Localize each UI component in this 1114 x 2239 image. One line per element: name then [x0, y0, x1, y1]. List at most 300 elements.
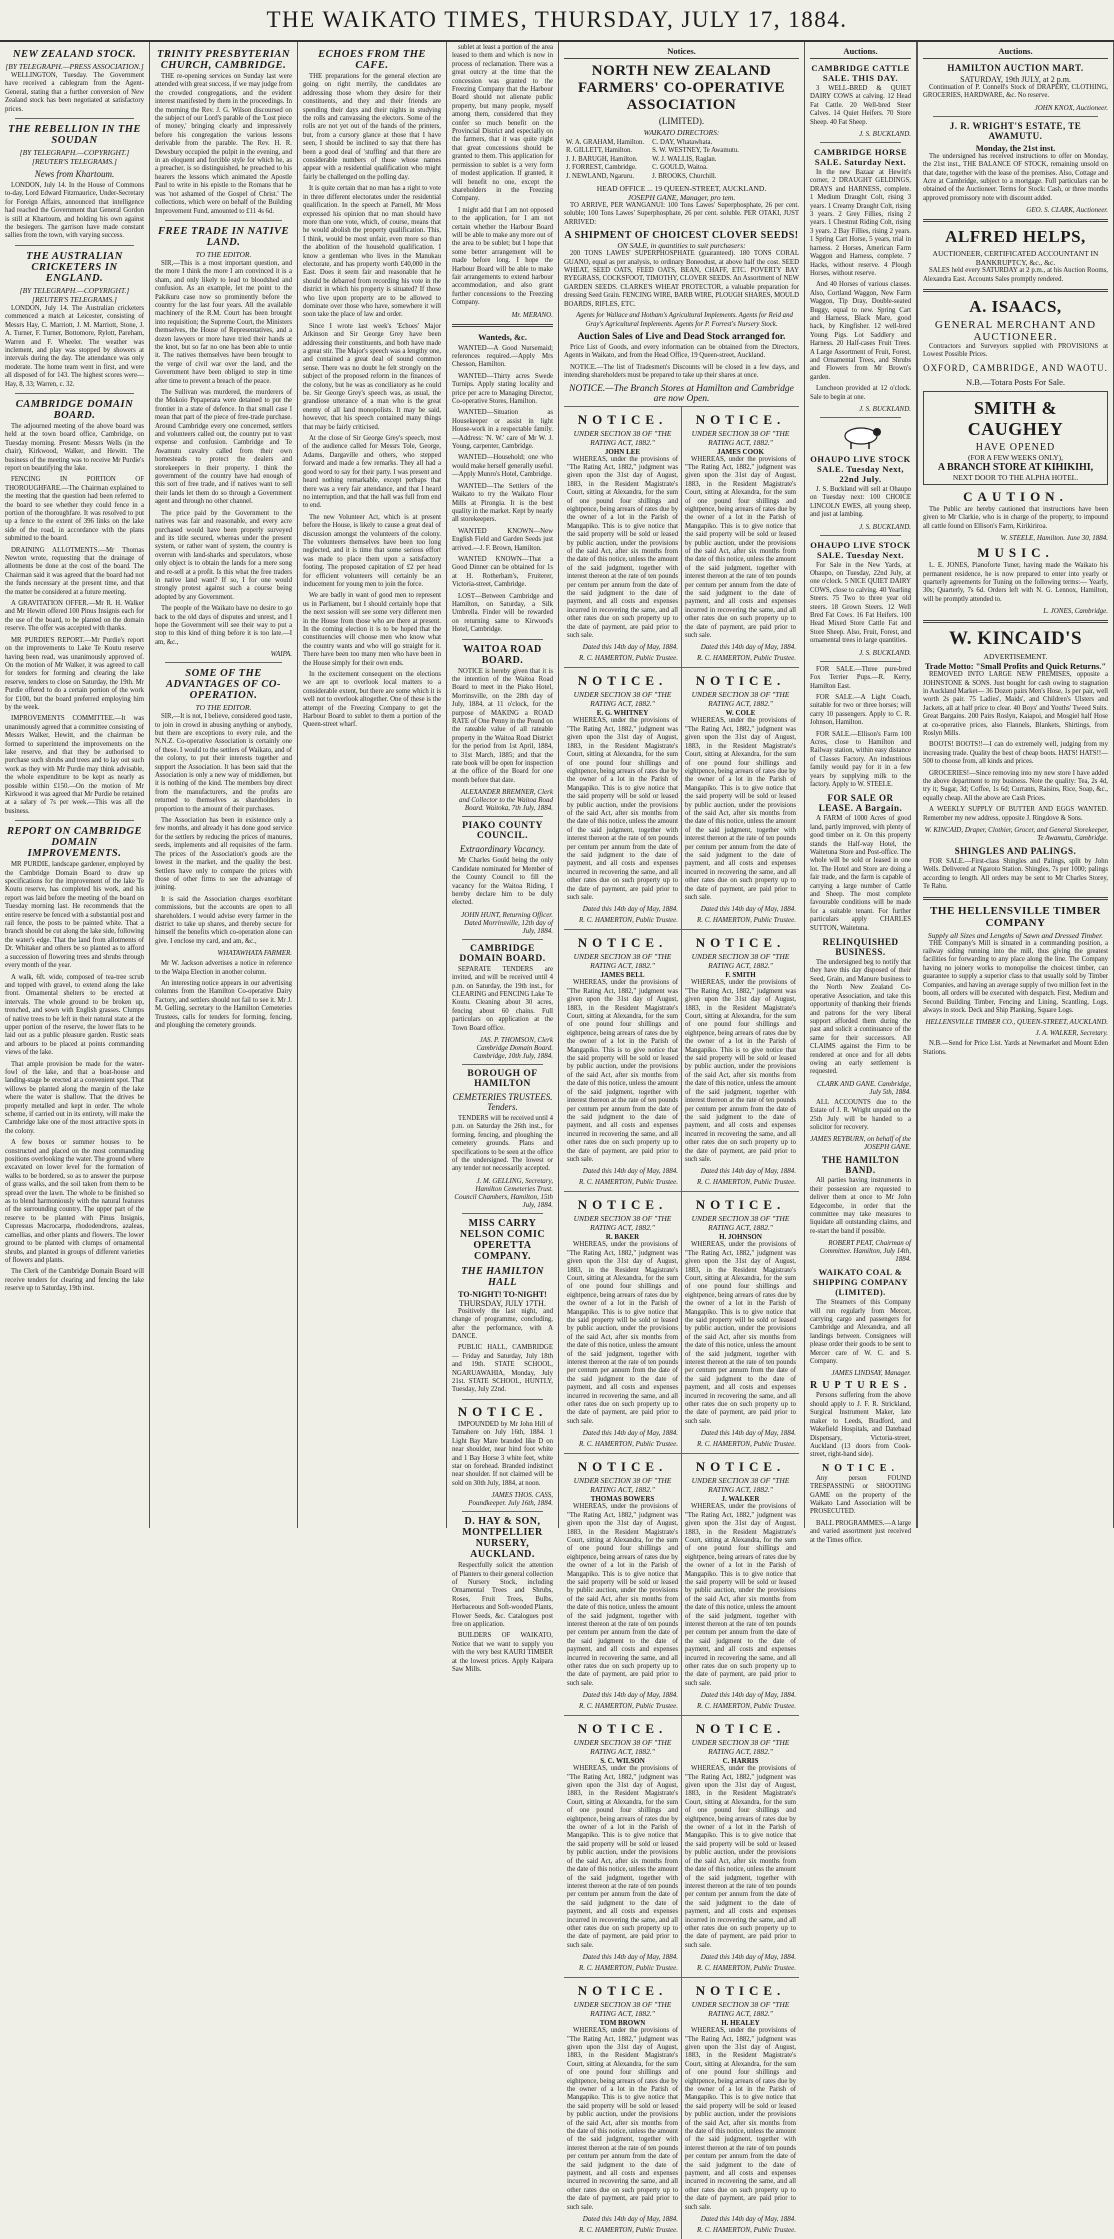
waitoa-board-title: WAITOA ROAD BOARD. [463, 643, 542, 666]
director-name: J. NEWLAND, Ngaruru. [566, 172, 635, 180]
director-name: W. A. GRAHAM, Hamilton. [566, 139, 645, 146]
notice-date: Dated this 14th day of May, 1884. [700, 643, 796, 652]
notice-heading: NOTICE. [695, 1983, 786, 1999]
local-note: An interesting notice appears in our advertising columns from the Hamilton Co-operative Dairy Factory, and settlers should not fail to see it. Mr J. M. Gelling, secretary to the Hamilton Cemeteries Trustees, calls for tenders for forming, fencing, and ploughing the cemetery grounds. [155, 979, 292, 1029]
borough-title: BOROUGH OF HAMILTON [467, 1068, 538, 1089]
band-title: THE HAMILTON BAND. [821, 1155, 900, 1176]
notice-date: Dated this 14th day of May, 1884. [582, 1429, 678, 1438]
trespass-title: NOTICE. [822, 1462, 899, 1474]
kincaid-text: GROCERIES!—Since removing into my new store I have added the above department to my business. Note the quality: Tea, 2s 4d, try it; Sugar, 3d; Coffee, 1s 6d; Currants, Raisins, Rice, Soap, &c., equally cheap. All the above are Cash Prices. [923, 769, 1108, 802]
divider [462, 639, 543, 640]
wright-estate-signature: GEO. S. CLARK, Auctioneer. [1026, 206, 1108, 215]
notice-section: UNDER SECTION 38 OF "THE RATING ACT, 1882." [691, 2000, 790, 2019]
music-text: L. E. JONES, Pianoforte Tuner, having made the Waikato his permanent residence, he is now prepared to enter into yearly or quarterly agreements for Tuning on the following terms:— Yearly, 30s; Quarterly, 7s 6d. Orders left with N. G. Lennox, Hamilton, will be promptly attended to. [923, 562, 1108, 603]
auction-sales: Auction Sales of Live and Dead Stock arranged for. [577, 331, 786, 342]
column-5 [559, 42, 805, 2235]
notice-section: UNDER SECTION 38 OF "THE RATING ACT, 1882." [573, 1738, 672, 1757]
echoes-text: We are badly in want of good men to represent us in Parliament, but I should certainly hope that the next session will see some very different men in the House from those who are there at present. In the coming election it is to be hoped that the constituencies will choose men who know what the country wants and who will go straight for it. There have been too many men who have been in the House simply for their own ends. [303, 592, 441, 667]
horse-sale-list: In the new Bazaar at Hewitt's corner, 2 DRAUGHT GELDINGS, DRAYS and HARNESS, complete. 1 Medium Draught Colt, rising 3 years. 1 Creamy Draught Colt, rising 3 years. 2 Grey Fillies, rising 2 years. 1 Chestnut Riding Colt, rising 3 years. 2 Bay Fillies, rising 2 years. 1 Spring Cart Horse, 5 years, trial in harness. 2 Horses, American Farm Waggon and Harness, complete. 7 Hacks, without reserve. 4 Plough Horses, without reserve. [810, 169, 911, 277]
kincaid-adv: ADVERTISEMENT. [983, 652, 1048, 662]
for-sale-ad: FOR SALE.—Ellison's Farm 100 Acres, close to Hamilton and Railway station, within easy distance of Classes Factory. An industrious family would pay for it in a few years by supplying milk to the factory. Apply to W. STEELE. [810, 730, 911, 788]
notice-section: UNDER SECTION 38 OF "THE RATING ACT, 1882." [691, 1738, 790, 1757]
divider [923, 289, 1108, 292]
cricketers-text: LONDON, July 14. The Australian cricketers commenced a match at Leicester, consisting of Messrs Hay, C. Marriott, J. M. Marriott, Stone, J. A. Turner, F. Turner, Bottomore, Rylott, Pareham, Warren and F. Wheeler. The weather was inclement, and play was stopped by showers at intervals during the day. The attendance was only moderate. The home team went in first, and were all disposed of for 143. The highest scores were—Hay, 8, 33; Warren, c. 32. [5, 304, 144, 388]
notice-signature: R. C. HAMERTON, Public Trustee. [696, 1178, 796, 1187]
director-name: J. J. BARUGH, Hamilton. [566, 155, 638, 163]
divider [820, 535, 901, 536]
coop-title: SOME OF THE ADVANTAGES OF CO-OPERATION. [166, 668, 281, 702]
head-office: HEAD OFFICE ... 19 QUEEN-STREET, AUCKLAND. [596, 184, 767, 194]
wanted-ad: WANTED—Situation as Housekeeper or assist in light House-work in a respectable family.—Address: 'N. W.' care of Mr W. J. Young, carpenter, Cambridge. [452, 409, 553, 451]
rating-notice [564, 668, 681, 929]
notice-heading: NOTICE. [577, 935, 668, 951]
director-name: J. FORREST, Cambridge. [566, 164, 637, 172]
association-limited: (LIMITED). [658, 116, 705, 126]
cattle-sale-list: 3 WELL-BRED & QUIET DAIRY COWS at calving. 12 Head Fat Cattle. 20 Well-bred Steer Calves. 14 Quiet Heifers. 70 Store Sheep. 40 Fat Sheep. [810, 85, 911, 126]
rating-notice [681, 1978, 799, 2239]
notice-date: Dated this 14th day of May, 1884. [582, 1167, 678, 1176]
divider [165, 220, 282, 221]
hellensville-sub: Supply all Sizes and Lengths of Sawn and Dressed Timber. [927, 930, 1104, 940]
divider [820, 661, 901, 662]
soudan-head: News from Khartoum. [34, 169, 115, 180]
notice-heading: NOTICE. [695, 1459, 786, 1475]
wanted-ad: WANTED—The Settlers of the Waikato to try the Waikato Flour Mills at Pirongia. It is the best quality in the market. Kept by nearly all storekeepers. [452, 482, 553, 524]
rating-notice [681, 407, 799, 668]
column-7 [917, 42, 1114, 1528]
free-trade-signature: WAIPA. [270, 650, 292, 659]
notice-owner: TOM BROWN [599, 2019, 646, 2028]
lease-title: FOR SALE OR LEASE. A Bargain. [818, 793, 903, 814]
divider [15, 245, 134, 246]
horse-sale-signature: J. S. BUCKLAND. [859, 405, 911, 413]
relinquished-text: The undersigned beg to notify that they have this day disposed of their Seed, Grain, and Manure business to the North New Zealand Co-operative Association, and take this opportunity of thanking their friends and patrons for the very liberal support afforded them during the past and solicit a continuance of the same for their successors. All CLAIMS against the Firm to be rendered at once and for all debts owing an early settlement is requested. [810, 959, 911, 1076]
notice-heading: NOTICE. [577, 1983, 668, 1999]
kincaid-text: A WEEKLY SUPPLY OF BUTTER AND EGGS WANTED. Remember my new address, opposite J. Ringdove & Sons. [923, 806, 1108, 822]
to-editor: TO THE EDITOR. [195, 703, 252, 713]
wanted-ad: WANTED KNOWN—New English Field and Garden Seeds just arrived.—J. F. Brown, Hamilton. [452, 527, 553, 552]
notice-owner: F. SMITH [725, 971, 756, 980]
report-text: A few boxes or summer houses to be constructed and placed on the most commanding positions overlooking the water. The ground where excavated on lower level for the formation of walks to be bordered, so as to answer the purpose of grass walks, and the soil taken from them to be spread over the lawn. The whole to be finished so as to blend harmoniously with the natural features of the surrounding country. The upper part of the reserve to be planted with Pinus Insignis, Cupressus Macrocarpa, rhododendrons, azaleas, camellias, and other plants and flowers. The lower ground to be planted with clumps of ornamental shrubs, and planted in groups of different varieties of flowers and plants. [5, 1139, 144, 1264]
notice-date: Dated this 14th day of May, 1884. [700, 1167, 796, 1176]
nz-stock-title: NEW ZEALAND STOCK. [12, 49, 137, 60]
coal-signature: JAMES LINDSAY, Manager. [831, 1369, 911, 1378]
caution-text: The Public are hereby cautioned that instructions have been given to Mr Clarkie, who is in charge of the property, to impound all cattle found on Ellison's Farm, Kirikiriroa. [923, 505, 1108, 530]
impound-signature: JAMES THOS. CASS, Poundkeeper. July 16th, 1884. [468, 1491, 553, 1508]
director-name: R. GILLETT, Hamilton. [566, 147, 633, 155]
coop-text: The Association has been in existence only a few months, and already it has done good service for the settlers by reducing the prices of manures, seeds, implements and all requisites of the farm. The prices of the Association's goods are the lowest in the market, and the quality the best. Settlers have only to compare the prices with those of other firms to see the advantage of joining. [155, 817, 292, 892]
free-trade-title: FREE TRADE IN NATIVE LAND. [157, 225, 290, 248]
divider [462, 1399, 543, 1400]
notice-body: WHEREAS, under the provisions of "The Rating Act, 1882," judgment was given upon the 31st day of August, 1883, in the Resident Magistrate's Court, sitting at Alexandra, for the sum of one pound four shillings and eightpence, being arrears of rates due by the owner of a lot in the Parish of Mangapiko. This is to give notice that the said property will be sold or leased by public auction, under the provisions of the said Act, after six months from the date of this notice, unless the amount of the said judgment, together with interest thereon at the rate of ten pounds per centum per annum from the date of the said judgment to the date of payment, and all costs and expenses incurred in recovering the same, and all other rates due on such property up to the date of payment, are paid prior to such sale. [567, 717, 678, 901]
builders-text: BUILDERS OF WAIKATO, Notice that we want to supply you with the very best KAURI TIMBER at the lowest prices. Apply Kaipara Saw Mills. [452, 1632, 553, 1673]
divider [462, 1511, 543, 1512]
notice-owner: W. COLE [725, 709, 756, 718]
hellensville-signature: HELLENSVILLE TIMBER CO., QUEEN-STREET, AUCKLAND. [925, 1018, 1108, 1027]
opera-title: MISS CARRY NELSON COMIC OPERETTA COMPANY. [459, 1217, 546, 1262]
wright-estate-title: J. R. WRIGHT'S ESTATE, TE AWAMUTU. [949, 120, 1082, 141]
notice-signature: R. C. HAMERTON, Public Trustee. [696, 1702, 796, 1711]
notice-owner: E. G. WHITNEY [596, 709, 649, 718]
domain-board-text: FENCING IN PORTION OF THOROUGHFARE.—The Chairman explained to the meeting that the question had been referred to the board to see whether they could fence in a portion of the thoroughfare. It was resolved to put up a fence to the extent of 396 links on the lake side of the road, in accordance with the plans submitted to the board. [5, 476, 144, 543]
notice-section: UNDER SECTION 38 OF "THE RATING ACT, 1882." [691, 690, 790, 709]
horse-sale-lunch: Luncheon provided at 12 o'clock. Sale to begin at one. [810, 385, 911, 401]
opera-night: TO-NIGHT! TO-NIGHT! [458, 1289, 547, 1299]
free-trade-text: SIR,—This is a most important question, and the more I think the more I am convinced it is a sham, and only likely to lead to bloodshed and confusion. As an example, let me point to the Pakikuru case now so prominently before the country for the last four years. All the available machinery of the R.M. Court has been brought into requisition; the Supreme Court, the Ministers themselves, the House of Representatives, and a dozen lawyers or more have tried their hands at the knot, but so far no one has been able to untie it. The natives themselves have been brought to the verge of civil war over the land, and the Government have been obliged to step in time after time to prevent a breach of the peace. [155, 259, 292, 385]
wanted-ad: WANTED—Household; one who would make herself generally useful.—Apply Munro's Hotel, Cambridge. [452, 454, 553, 479]
notice-owner: S. C. WILSON [600, 1757, 645, 1766]
soudan-text: LONDON, July 14. In the House of Commons to-day, Lord Edward Fitzmaurice, Under-Secretary for Foreign Affairs, announced that intelligence had reached the Government that General Gordon is still at Khartoum, and holding his own against the besiegers. The garrison have made constant sallies from the town, with varying success. [5, 182, 144, 240]
trespass-text: Any person FOUND TRESPASSING or SHOOTING GAME on the property of the Waikato Land Association will be PROSECUTED. [810, 1474, 911, 1516]
hellensville-title: THE HELLENSVILLE TIMBER COMPANY [930, 904, 1101, 929]
agents-list: Agents for Wallace and Hotham's Agricultural Implements. Agents for Reid and Gray's Agricultural Implements. Agents for P. Forrest's Nursery Stock. [576, 312, 793, 328]
hellensville-text: THE Company's Mill is situated in a commanding position, a railway siding running into the mill, thus giving the greatest facilities for forwarding to any place along the line. The Company having no joinery works to monopolise the choicest timber, can guarantee to supply a superior class to that usually sold by Timber Companies, and having an average supply of two million feet in the boom, all orders will be executed with despatch. First, Medium and Second Building Timber, Fencing and Lining, Scantling, Logs, always in stock. Deck and Ship Planking, Square Logs. [923, 939, 1108, 1014]
auctions-header: Auctions. [810, 44, 911, 59]
notice-signature: R. C. HAMERTON, Public Trustee. [578, 1440, 678, 1449]
piako-text: Mr Charles Gould being the only Candidate nominated for Member of the County Council to fill the vacancy for the Waitoa Riding, I hereby declare him to be duly elected. [452, 857, 553, 907]
smith-caughey-next: NEXT DOOR TO THE ALPHA HOTEL. [952, 472, 1079, 482]
echoes-title: ECHOES FROM THE CAFE. [318, 49, 426, 71]
notice-body: WHEREAS, under the provisions of "The Rating Act, 1882," judgment was given upon the 31st day of August, 1883, in the Resident Magistrate's Court, sitting at Alexandra, for the sum of one pound four shillings and eightpence, being arrears of rates due by the owner of a lot in the Parish of Mangapiko. This is to give notice that the said property will be sold or leased by public auction, under the provisions of the said Act, after six months from the date of this notice, unless the amount of the said judgment, together with interest thereon at the rate of ten pounds per centum per annum from the date of the said judgment to the date of payment, and all costs and expenses incurred in recovering the same, and all other rates due on such property up to the date of payment, are paid prior to such sale. [567, 455, 678, 640]
waitoa-board-signature: ALEXANDER BREMNER, Clerk and Collector to the Waitoa Road Board. Waitoka, 7th July, 1884. [458, 788, 553, 813]
directors-right [650, 139, 739, 181]
wright-estate-date: Monday, the 21st inst. [975, 142, 1056, 153]
notice-signature: R. C. HAMERTON, Public Trustee. [578, 1964, 678, 1973]
lost-ad: LOST—Between Cambridge and Hamilton, on Saturday, a Silk Umbrella. Finder will be rewarded on returning same to Kirwood's Hotel, Cambridge. [452, 592, 553, 634]
coal-title: WAIKATO COAL & SHIPPING COMPANY (LIMITED). [813, 1267, 908, 1298]
ohaupo-sale2-text: For Sale in the New Yards, at Ohaupo, on Tuesday, 22nd July, at one o'clock. 5 NICE QUIET DAIRY COWS, close to calving. 40 Yearling Steers. 75 Two to three year old steers. 18 Grown Steers. 12 Well Bred Fat Cows. 16 Fat Heifers. 100 Head Mixed Store Cattle Fat and Store Sheep. Also, Fruit, Forest, and ornamental trees in large quantities. [810, 561, 911, 645]
estate-notice: ALL ACCOUNTS due to the Estate of J. R. Wright unpaid on the 25th July will be handed to a solicitor for recovery. [810, 1098, 911, 1131]
notice-heading: NOTICE. [695, 673, 786, 689]
caution-signature: W. STEELE, Hamilton. June 30, 1884. [1000, 534, 1108, 543]
for-sale-ad: FOR SALE.—A Light Coach, suitable for two or three horses; will carry 10 passengers. Apply to C. R. Johnson, Hamilton. [810, 693, 911, 727]
directors-left [564, 139, 644, 181]
impound-text: IMPOUNDED by Mr John Hill of Tamahere on July 16th, 1884. 1 Light Bay Mare branded like D on near shoulder, near hind foot white and 1 Bay Horse 3 white feet, white star on forehead. Branded indistinct near shoulder. If not claimed will be sold on 30th July, 1884, at noon. [452, 1420, 553, 1487]
notice-signature: R. C. HAMERTON, Public Trustee. [696, 916, 796, 925]
wanted-ad: WANTED KNOWN—That a Good Dinner can be obtained for 1s at H. Rotherham's, Fruiterer, Victoria-street, Cambridge. [452, 555, 553, 589]
helps-subtitle: AUCTIONEER, CERTIFICATED ACCOUNTANT IN BANKRUPTCY, &c., &c. [932, 249, 1099, 268]
shingles-text: FOR SALE.—First-class Shingles and Palings, split by John Wells. Delivered at Ngaroto Station. Shingles, 7s per 1000; palings according to length. All orders may be sent to Mr Charles Storey, Te Rahu. [923, 858, 1108, 891]
waitoa-board-text: NOTICE is hereby given that it is the intention of the Waitoa Road Board to meet in the Piako Hotel, Morrinsville, on the 28th day of July, 1884, at 11 o'clock, for the purpose of MAKING a ROAD RATE of One Penny in the Pound on the rateable value of all rateable property in the Waitoa Road District for the period from 1st April, 1884, to 31st March, 1885; and that the rate book will be open for inspection at the office of the Board for one month before that date. [452, 667, 553, 784]
local-note: Mr W. Jackson advertises a notice in reference to the Waipa Election in another column. [155, 960, 292, 976]
directors-list [564, 139, 799, 181]
notice-date: Dated this 14th day of May, 1884. [582, 905, 678, 914]
rating-notice [564, 1716, 681, 1977]
wanted-ad: WANTED—Thirty acres Swede Turnips. Apply stating locality and price per acre to Managing Director, Co-operative Stores, Hamilton. [452, 372, 553, 406]
opera-text: Positively the last night, and change of programme, concluding, after the performance, with A DANCE. [452, 1307, 553, 1341]
notice-heading: NOTICE. [577, 1459, 668, 1475]
notice-body: WHEREAS, under the provisions of "The Rating Act, 1882," judgment was given upon the 31st day of August, 1883, in the Resident Magistrate's Court, sitting at Alexandra, for the sum of one pound four shillings and eightpence, being arrears of rates due by the owner of a lot in the Parish of Mangapiko. This is to give notice that the said property will be sold or leased by public auction, under the provisions of the said Act, after six months from the date of this notice, unless the amount of the said judgment, together with interest thereon at the rate of ten pounds per centum per annum from the date of the said judgment to the date of payment, and all costs and expenses incurred in recovering the same, and all other rates due on such property up to the date of payment, are paid prior to such sale. [685, 717, 796, 901]
rating-notice [564, 407, 681, 668]
coal-text: The Steamers of this Company will run regularly from Mercer, carrying cargo and passengers for Cambridge and Alexandra, and all landings between. Consignees will please order their goods to be sent to Mercer care of W. C. and S. Company. [810, 1299, 911, 1366]
clover-shipment: A SHIPMENT OF CHOICEST CLOVER SEEDS! [564, 230, 799, 242]
notice-signature: R. C. HAMERTON, Public Trustee. [578, 1702, 678, 1711]
helps-title: ALFRED HELPS, [945, 227, 1086, 247]
divider [462, 1064, 543, 1065]
divider [933, 116, 1098, 117]
director-name: J. BROOKS, Churchill. [652, 172, 717, 180]
domain-board-title: CAMBRIDGE DOMAIN BOARD. [15, 398, 134, 421]
rating-notice [564, 930, 681, 1191]
isaacs-places: OXFORD, CAMBRIDGE, AND WAOTU. [923, 362, 1108, 373]
notice-date: Dated this 14th day of May, 1884. [700, 2215, 796, 2224]
opera-text: PUBLIC HALL, CAMBRIDGE — Friday and Saturday, July 18th and 19th. STATE SCHOOL, NGARUAWAHIA, Monday, July 21st. STATE SCHOOL, HUNTLY, Tuesday, July 22nd. [452, 1344, 553, 1394]
notice-body: WHEREAS, under the provisions of "The Rating Act, 1882," judgment was given upon the 31st day of August, 1883, in the Resident Magistrate's Court, sitting at Alexandra, for the sum of one pound four shillings and eightpence, being arrears of rates due by the owner of a lot in the Parish of Mangapiko. This is to give notice that the said property will be sold or leased by public auction, under the provisions of the said Act, after six months from the date of this notice, unless the amount of the said judgment, together with interest thereon at the rate of ten pounds per centum per annum from the date of the said judgment to the date of payment, and all costs and expenses incurred in recovering the same, and all other rates due on such property up to the date of payment, are paid prior to such sale. [685, 1503, 796, 1687]
notice-body: WHEREAS, under the provisions of "The Rating Act, 1882," judgment was given upon the 31st day of August, 1883, in the Resident Magistrate's Court, sitting at Alexandra, for the sum of one pound four shillings and eightpence, being arrears of rates due by the owner of a lot in the Parish of Mangapiko. This is to give notice that the said property will be sold or leased by public auction, under the provisions of the said Act, after six months from the date of this notice, unless the amount of the said judgment, together with interest thereon at the rate of ten pounds per centum per annum from the date of the said judgment to the date of payment, and all costs and expenses incurred in recovering the same, and all other rates due on such property up to the date of payment, are paid prior to such sale. [567, 1765, 678, 1949]
notice-date: Dated this 14th day of May, 1884. [582, 1953, 678, 1962]
opera-date: THURSDAY, JULY 17TH. [459, 1298, 546, 1308]
column-2 [150, 42, 298, 1528]
divider [15, 820, 134, 821]
echoes-text: In the excitement consequent on the elections we are apt to overlook local matters to a considerable extent, but there are some which it is well not to overlook altogether. One of these is the attempt of the Freezing Company to get the Harbour Board to sublet to them a portion of the Queen-street wharf. [303, 671, 441, 729]
director-name: C. DAY, Whatawhata. [652, 139, 713, 146]
notice-signature: R. C. HAMERTON, Public Trustee. [696, 1440, 796, 1449]
music-title: MUSIC. [977, 545, 1054, 561]
notice-body: WHEREAS, under the provisions of "The Rating Act, 1882," judgment was given upon the 31st day of August, 1883, in the Resident Magistrate's Court, sitting at Alexandra, for the sum of one pound four shillings and eightpence, being arrears of rates due by the owner of a lot in the Parish of Mangapiko. This is to give notice that the said property will be sold or leased by public auction, under the provisions of the said Act, after six months from the date of this notice, unless the amount of the said judgment, together with interest thereon at the rate of ten pounds per centum per annum from the date of the said judgment to the date of payment, and all costs and expenses incurred in recovering the same, and all other rates due on such property up to the date of payment, are paid prior to such sale. [567, 979, 678, 1163]
rating-notice [681, 668, 799, 929]
association-title: NORTH NEW ZEALAND FARMERS' CO-OPERATIVE ASSOCIATION [577, 63, 786, 113]
report-title: REPORT ON CAMBRIDGE DOMAIN IMPROVEMENTS. [7, 826, 142, 860]
divider [820, 417, 901, 418]
ohaupo-sale2-title: OHAUPO LIVE STOCK SALE. Tuesday Next. [810, 539, 911, 560]
kincaid-text: REMOVED INTO LARGE NEW PREMISES, opposite a JOHNSTONE & SONS. Just bought for cash owing to stagnation in Auckland Market— 36 Dozen pairs Men's Hose, 1s per pair, well worth 2s pair. 75 Ladies', Maids', and Children's Ulsters and Jackets, all at half price to clear. 40 Boys' and Youths' Tweed Suits. Great Bargains. 200 Pairs Roslyn, Kaiapoi, and Mosgiel half Hose at co-operative prices, also Flannels, Blankets, Shirtings, from Roslyn Mills. [923, 671, 1108, 737]
free-trade-text: The Sullivan was murdered, the murderers of the Mokoio Pepaperara were detained to put the frontier in a state of defence. In that small case I mean that part of the piece of free-trade purchase. Around Cambridge every one concerned, settlers and volunteers called out, the country put to vast expense and confusion. Cambridge and Te Awamutu cavalry called from their own homesteads to protect the dealers and storekeepers in their property. I think the government of the country have had enough of this sort of free trade, and if natives want to sell their lands let them do so through a Government agent and through no other channel. [155, 389, 292, 506]
notice-date: Dated this 14th day of May, 1884. [582, 2215, 678, 2224]
notice-date: Dated this 14th day of May, 1884. [700, 905, 796, 914]
kincaid-motto: Trade Motto: "Small Profits and Quick Returns." [924, 661, 1107, 672]
ohaupo-sale-signature: J. S. BUCKLAND. [859, 522, 911, 531]
church-title: TRINITY PRESBYTERIAN CHURCH, CAMBRIDGE. [156, 49, 290, 71]
cricketers-title: THE AUSTRALIAN CRICKETERS IN ENGLAND. [26, 250, 123, 284]
notice-owner: JAMES BELL [600, 971, 645, 980]
notice-signature: R. C. HAMERTON, Public Trustee. [696, 1964, 796, 1973]
band-signature: ROBERT PEAT, Chairman of Committee. Hamilton, July 14th, 1884. [819, 1239, 911, 1264]
column-1 [0, 42, 150, 1528]
coop-text: It is said the Association charges exorbitant commissions, but the accounts are open to all shareholders. I would advise every farmer in the district to take up shares, and thereby secure for himself the benefits which co-operation alone can give. I enclose my card, and am, &c., [155, 895, 292, 945]
report-footnote: The Clerk of the Cambridge Domain Board will receive tenders for clearing and fencing the lake reserve up to Saturday, 19th inst. [5, 1268, 144, 1293]
kincaid-text: BOOTS! BOOTS!!—I can do extremely well, judging from my increasing trade. Quality the best of cheap boots. HATS! HATS!!—500 to choose from, all kinds and prices. [923, 741, 1108, 766]
rating-notice-row [564, 667, 799, 929]
notice-heading: NOTICE. [577, 1721, 668, 1737]
nursery-text: Respectfully solicit the attention of Planters to their general collection of Nursery Stock, including Ornamental Trees and Shrubs, Roses, Fruit Trees, Bulbs, Herbaceous and Soft-wooded Plants, Flower Seeds, &c. Catalogues post free on application. [452, 1562, 553, 1628]
notice-signature: R. C. HAMERTON, Public Trustee. [578, 2226, 678, 2235]
cdb-text: SEPARATE TENDERS are invited, and will be received until 4 p.m. on Saturday, the 19th inst., for CLEARING and FENCING Lake Te Koutu. Cleaning about 30 acres, fencing about 60 chains. Full particulars on application at the Town Board office. [452, 965, 553, 1032]
notice-heading: NOTICE. [577, 411, 668, 427]
notice-body: WHEREAS, under the provisions of "The Rating Act, 1882," judgment was given upon the 31st day of August, 1883, in the Resident Magistrate's Court, sitting at Alexandra, for the sum of one pound four shillings and eightpence, being arrears of rates due by the owner of a lot in the Parish of Mangapiko. This is to give notice that the said property will be sold or leased by public auction, under the provisions of the said Act, after six months from the date of this notice, unless the amount of the said judgment, together with interest thereon at the rate of ten pounds per centum per annum from the date of the said judgment to the date of payment, and all costs and expenses incurred in recovering the same, and all other rates due on such property up to the date of payment, are paid prior to such sale. [685, 1765, 796, 1949]
column-4 [447, 42, 559, 1673]
hamilton-mart-signature: JOHN KNOX, Auctioneer. [1034, 103, 1108, 112]
notice-section: UNDER SECTION 38 OF "THE RATING ACT, 1882." [691, 952, 790, 971]
notice-date: Dated this 14th day of May, 1884. [700, 1691, 796, 1700]
music-signature: L. JONES, Cambridge. [1043, 607, 1108, 616]
horse-sale-title: CAMBRIDGE HORSE SALE. Saturday Next. [813, 147, 908, 168]
isaacs-nb: N.B.—Totara Posts For Sale. [965, 376, 1066, 387]
notice-signature: R. C. HAMERTON, Public Trustee. [696, 654, 796, 663]
notice-section: UNDER SECTION 38 OF "THE RATING ACT, 1882." [691, 1214, 790, 1233]
domain-board-text: DRAINING ALLOTMENTS.—Mr Thomas Newton wrote, requesting that the drainage of allotments be done at the cost of the board. The Chairman said it was agreed that the board had not the funds necessary at the present time, and that the matter be considered at a future meeting. [5, 546, 144, 596]
cattle-sale-signature: J. S. BUCKLAND. [859, 130, 911, 139]
free-trade-text: The price paid by the Government to the natives was fair and reasonable, and every acre purchased would have been properly surveyed and its title secured, whereas under the present system, or rather want of system, the country is overrun with land-sharks and speculators, whose only object is to obtain the lands for a mere song and re-sell at a profit. Is this what the free traders in native land want? If so, I for one would strongly protest against such a course being adopted by any Government. [155, 509, 292, 601]
report-text: That ample provision be made for the water-fowl of the lake, and that a boat-house and landing-stage be erected at a convenient spot. That willows be planted along the margin of the lake where the water is shallow. That the drives be properly metalled and kept in order. The whole scheme, if carried out in its entirety, will make the Cambridge lake one of the most attractive spots in the colony. [5, 1060, 144, 1135]
rating-notice [564, 1192, 681, 1453]
cattle-sale-title: CAMBRIDGE CATTLE SALE. THIS DAY. [811, 63, 910, 83]
helps-text: SALES held every SATURDAY at 2 p.m., at his Auction Rooms, Alexandra East. Accounts Sales promptly rendered. [923, 267, 1108, 283]
rating-notice-row [564, 406, 799, 668]
notice-owner: THOMAS BOWERS [590, 1495, 655, 1504]
notice-body: WHEREAS, under the provisions of "The Rating Act, 1882," judgment was given upon the 31st day of August, 1883, in the Resident Magistrate's Court, sitting at Alexandra, for the sum of one pound four shillings and eightpence, being arrears of rates due by the owner of a lot in the Parish of Mangapiko. This is to give notice that the said property will be sold or leased by public auction, under the provisions of the said Act, after six months from the date of this notice, unless the amount of the said judgment, together with interest thereon at the rate of ten pounds per centum per annum from the date of the said judgment to the date of payment, and all costs and expenses incurred in recovering the same, and all other rates due on such property up to the date of payment, are paid prior to such sale. [567, 1503, 678, 1687]
rating-notice-row [564, 929, 799, 1191]
notice-heading: NOTICE. [695, 411, 786, 427]
nz-stock-byline: [BY TELEGRAPH.—PRESS ASSOCIATION.] [5, 62, 144, 71]
piako-signature: JOHN HUNT, Returning Officer. Dated Morrinsville, 12th day of July, 1884. [461, 910, 553, 935]
notice-heading: NOTICE. [695, 935, 786, 951]
goods-list: 200 TONS LAWES' SUPERPHOSPHATE (guaranteed). 180 TONS CORAL GUANO, equal as per analysis, to ordinary Boneodust, at above half the cost. SEED WHEAT, SEED OATS, FEED OATS, BEAN, CHAFF, ETC. POVERTY BAY RYEGRASS, COCKSFOOT, TIMOTHY, CLOVER SEEDS. An Assortment of NEW GARDEN SEEDS. CLARKE'S WHEAT PROTECTOR, a valuable preparation for dressing Seed Grain. FENCING WIRE, BARB WIRE, PLOUGH SHARES, MOULD BOARDS, RIFLES, ETC. [564, 250, 799, 308]
notice-owner: JAMES COOK [717, 447, 764, 456]
smith-caughey-sub: HAVE OPENED [975, 441, 1056, 453]
notice-owner: H. JOHNSON [719, 1233, 762, 1242]
coop-text: SIR,—It is not, I believe, considered good taste, to join in crowd in abusing anything or anybody, but there are exceptions to every rule, and the N.N.Z. Co-operative Association is certainly one of these. I would to the settlers of Waikato, and of the colony, to put their interests together and support the Association. It has been said that the Association is only a new way of middlemen, but it is nothing of the kind. The members buy direct from the manufacturers, and the profits are returned to themselves as shareholders in proportion to the amount of their purchases. [155, 713, 292, 813]
notice-section: UNDER SECTION 38 OF "THE RATING ACT, 1882." [573, 690, 672, 709]
estate-signature: JAMES REYBURN, on behalf of the JOSEPH GANE. [810, 1135, 911, 1152]
divider [15, 118, 134, 119]
domain-board-text: IMPROVEMENTS COMMITTEE.—It was unanimously agreed that a committee consisting of Messrs Walker, Hewitt, and the chairman be formed to superintend the improvements on the lake reserve, and that they be authorised to purchase such shrubs and trees and to lay out such work as they with Mr Purdie may think advisable, the whole expenditure to be kept as nearly as possible within £150.—On the motion of Mr Kirkwood it was agreed that Mr Purdie be retained at a salary of 7s per week.—This was all the business. [5, 715, 144, 815]
notice-owner: JOHN LEE [604, 447, 641, 456]
notice-section: UNDER SECTION 38 OF "THE RATING ACT, 1882." [573, 428, 672, 447]
ohaupo-sale-text: J. S. Buckland will sell at Ohaupo on Tuesday next: 100 CHOICE LINCOLN EWES, all young sheep, and just at lambing. [810, 486, 911, 519]
notice-body: WHEREAS, under the provisions of "The Rating Act, 1882," judgment was given upon the 31st day of August, 1883, in the Resident Magistrate's Court, sitting at Alexandra, for the sum of one pound four shillings and eightpence, being arrears of rates due by the owner of a lot in the Parish of Mangapiko. This is to give notice that the said property will be sold or leased by public auction, under the provisions of the said Act, after six months from the date of this notice, unless the amount of the said judgment, together with interest thereon at the rate of ten pounds per centum per annum from the date of the said judgment to the date of payment, and all costs and expenses incurred in recovering the same, and all other rates due on such property up to the date of payment, are paid prior to such sale. [685, 979, 796, 1163]
notice-owner: C. HARRIS [722, 1757, 759, 1766]
report-text: A walk, 6ft. wide, composed of tea-tree scrub and topped with gravel, to extend along the lake front. Ornamental shelters to be erected at intervals. The whole ground to be broken up, trenched, and sown with English grasses. Clumps of native trees to be left in their natural state at the upper portion of the reserve, the lower flats to be laid out as a public pleasure garden. Rustic seats and arbours to be placed at points commanding views of the lake. [5, 973, 144, 1057]
smith-caughey-branch: A BRANCH STORE AT KIHIKIHI, [937, 461, 1094, 473]
notice-body: WHEREAS, under the provisions of "The Rating Act, 1882," judgment was given upon the 31st day of August, 1883, in the Resident Magistrate's Court, sitting at Alexandra, for the sum of one pound four shillings and eightpence, being arrears of rates due by the owner of a lot in the Parish of Mangapiko. This is to give notice that the said property will be sold or leased by public auction, under the provisions of the said Act, after six months from the date of this notice, unless the amount of the said judgment, together with interest thereon at the rate of ten pounds per centum per annum from the date of the said judgment to the date of payment, and all costs and expenses incurred in recovering the same, and all other rates due on such property up to the date of payment, are paid prior to such sale. [685, 455, 796, 640]
borough-subtitle: CEMETERIES TRUSTEES. Tenders. [452, 1091, 553, 1112]
church-text: THE re-opening services on Sunday last were attended with great success, if we may judge from the crowded congregations, and the evident interest manifested by them in the proceedings. In the morning the Rev. J. G. Wilson discoursed on the subject of our Lord's parable of the 'Lost piece of money,' bringing clearly and impressively before his congregation the various lessons derivable from the parable. The Rev. H. R. Dewsbury occupied the pulpit in the evening, and in an eloquent and forcible style for which he, as a preacher, is so distinguished, he preached to his hearers the lessons which animated the Apostle Paul to write in his epistle to the Romans that he was 'not ashamed of the Gospel of Christ.' The collections, which were on behalf of the Building Improvement Fund, amounted to £11 4s 6d. [155, 73, 292, 215]
notice-body: WHEREAS, under the provisions of "The Rating Act, 1882," judgment was given upon the 31st day of August, 1883, in the Resident Magistrate's Court, sitting at Alexandra, for the sum of one pound four shillings and eightpence, being arrears of rates due by the owner of a lot in the Parish of Mangapiko. This is to give notice that the said property will be sold or leased by public auction, under the provisions of the said Act, after six months from the date of this notice, unless the amount of the said judgment, together with interest thereon at the rate of ten pounds per centum per annum from the date of the said judgment to the date of payment, and all costs and expenses incurred in recovering the same, and all other rates due on such property up to the date of payment, are paid prior to such sale. [685, 2027, 796, 2211]
relinquished-signature: CLARK AND GANE. Cambridge, July 5th, 1884. [816, 1079, 911, 1096]
echoes-text: The new Volunteer Act, which is at present before the House, is likely to cause a great deal of discussion amongst the volunteers of the colony. The volunteers themselves have been too long neglected, and it is time that some serious effort was made to place them upon a satisfactory footing. The proposed capitation of £2 per head for efficient volunteers will certainly be an inducement for young men to join the force. [303, 513, 441, 588]
column-6-auctions [805, 42, 917, 1544]
relinquished-title: RELINQUISHED BUSINESS. [822, 937, 899, 958]
divider [923, 897, 1108, 900]
divider [15, 393, 134, 394]
rating-notices-grid [564, 406, 799, 2239]
smith-caughey-box [923, 391, 1108, 485]
domain-board-text: The adjourned meeting of the above board was held at the town board office, Cambridge, on Tuesday morning. Present: Messrs Wells (in the chair), Kirkwood, Walker, and Hewitt. The business of the meeting was to receive Mr Purdie's report on beautifying the lake. [5, 422, 144, 472]
shingles-title: SHINGLES AND PALINGS. [954, 846, 1077, 857]
on-sale: ON SALE, in quantities to suit purchasers: [617, 241, 746, 251]
manager: JOSEPH GANE, Manager, pro tem. [627, 193, 736, 203]
rating-notice [681, 930, 799, 1191]
echoes-text: Since I wrote last week's 'Echoes' Major Atkinson and Sir George Grey have been addressing their constituents, and both have made a great stir. The Major's speech was a lengthy one, and contained a great deal of sound common sense. There was no doubt he felt strongly on the subject of the proposed reform in the finances of the colony, but he was as conciliatory as he could be. Sir George Grey's speech was, as usual, the grandiose utterance of a man who is the great enemy of all land monopolists. It may be said, however, that his speech contained many things that may be fairly criticised. [303, 322, 441, 431]
echoes-text: THE preparations for the general election are going on right merrily, the candidates are addressing those whom they desire for their constituents, and they and their friends are spending their days and their nights in studying the rolls and canvassing the electors. Some of the rolls are not yet out of the hands of the printers, but, from a cursory glance at those that I have seen, I should be inclined to say that there has been a good deal of 'stuffing' and that there are considerable numbers of those whose names appear with a residential qualification who might fairly be challenged on the polling day. [303, 73, 441, 181]
ball-programmes: BALL PROGRAMMES.—A large and varied assortment just received at the Times office. [810, 1519, 911, 1544]
notice-heading: NOTICE. [695, 1721, 786, 1737]
notice-date: Dated this 14th day of May, 1884. [700, 1429, 796, 1438]
divider [923, 219, 1108, 222]
cdb-signature: JAS. P. THOMSON, Clerk Cambridge Domain Board. Cambridge, 10th July, 1884. [473, 1035, 553, 1060]
impound-heading: NOTICE. [457, 1403, 548, 1419]
coop-signature: WHATAWHATA FARMER. [217, 949, 292, 958]
notice-heading: NOTICE. [577, 673, 668, 689]
rating-notice [681, 1454, 799, 1715]
auctions-header-2: Auctions. [923, 44, 1108, 59]
nursery-title: D. HAY & SON, MONTPELLIER NURSERY, AUCKLAND. [462, 1516, 543, 1561]
rating-notice [681, 1192, 799, 1453]
notice-section: UNDER SECTION 38 OF "THE RATING ACT, 1882." [573, 2000, 672, 2019]
rating-notice-row [564, 1977, 799, 2239]
wanted-ad: WANTED—A Good Nursemaid; references required.—Apply Mrs Chesson, Hamilton. [452, 344, 553, 369]
arrivals: TO ARRIVE, PER WANGANUI: 100 Tons Lawes' Superphosphate, 26 per cent. soluble; 100 Tons Lawes' Superphosphate, 26 per cent. soluble. PER OTAKI, JUST ARRIVED: [564, 202, 799, 226]
notice-section: UNDER SECTION 38 OF "THE RATING ACT, 1882." [691, 428, 790, 447]
divider [462, 939, 543, 940]
notice-signature: R. C. HAMERTON, Public Trustee. [578, 654, 678, 663]
echoes-continued: sublet at least a portion of the area leased to them and which is now in process of reclamation. There was a great outcry at the time that the concession was granted to the Freezing Company that the Harbour Board should not alienate public property, but many people, myself among them, considered that they confer so much benefit on the Provincial District and especially on the farmers, that it was quite right that great concessions should be granted to them. This application for permission to sublet is a very form of modest application. If granted, it will benefit no one, except the shareholders in the Freezing Company. [452, 44, 553, 203]
for-sale-ad: FOR SALE.—Three pure-bred Fox Terrier Pups.—R. Kerry, Hamilton East. [810, 665, 911, 690]
lease-text: A FARM of 1000 Acres of good land, partly improved, with plenty of good timber on it. On this property stands the Half-way Hotel, the Waitetuna Store and Post-office. The whole will be sold or leased in one lot. The Hotel and Store are doing a fair trade, and the farm is capable of carrying a large number of Cattle and Sheep. The most complete favourable conditions will be made for a suitable tenant. For further particulars apply CHARLES SUTTON, Waitetuna. [810, 815, 911, 932]
notice-section: UNDER SECTION 38 OF "THE RATING ACT, 1882." [573, 1476, 672, 1495]
echoes-continued: I might add that I am not opposed to the application, for I am not certain whether the Harbour Board will be able to make any more out of the area to be sublet; but I hope that some better arrangement will be made before long. I hope the Harbour Board will be able to make fair arrangements to extend harbour accommodation, and also grant further concessions to the Freezing Company. [452, 206, 553, 307]
rupture-text: Persons suffering from the above should apply to J. F. R. Strickland, Surgical Instrument Maker, late maker to Leeds, Bradford, and Wakefield Hospitals, and Datebaad Dispensary, Victoria-street, Auckland (13 doors from Cook-street, right-hand side). [810, 1392, 911, 1459]
divider [820, 142, 901, 143]
divider [923, 620, 1108, 623]
to-editor: TO THE EDITOR. [195, 249, 252, 259]
divider [165, 662, 282, 663]
notice-signature: R. C. HAMERTON, Public Trustee. [696, 2226, 796, 2235]
wanteds-header: Wanteds, &c. [478, 331, 527, 342]
borough-text: TENDERS will be received until 4 p.m. on Saturday the 26th inst., for forming, fencing, and ploughing the cemetery grounds. Plans and specifications to be seen at the office of the undersigned. The lowest or any tender not necessarily accepted. [452, 1114, 553, 1173]
soudan-title: THE REBELLION IN THE SOUDAN [8, 124, 141, 147]
nz-stock-text: WELLINGTON, Tuesday. The Government have received a cablegram from the Agent-General, stating that a further conversion of New Zealand stock has been negotiated at satisfactory prices. [5, 72, 144, 113]
ohaupo-sale2-signature: J. S. BUCKLAND. [859, 648, 911, 657]
divider [452, 324, 553, 327]
piako-title: PIAKO COUNTY COUNCIL. [462, 821, 543, 842]
hamilton-mart-text: Continuation of P. Connell's Stock of DRAPERY, CLOTHING, GROCERIES, HARDWARE, &c. No reserve. [923, 84, 1108, 100]
echoes-text: It is quite certain that no man has a right to vote in three different electorates under the residential qualification. In the speech at Parnell, Mr Moss expressed his opinion that no man should have more than one vote, which, of course, means that he would abolish the property qualification. This, I think, would be most unfair, even more so than the abolition of the household qualification. I know a gentleman who lives in the Manukau electorate, and has property worth £40,000 in the East. Does it seem fair and reasonable that he should be debarred from recording his vote in the district in which his property is situated? If those who live upon property are to be allowed to dominate over those who have, somewhere it will soon take the place of law and order. [303, 185, 441, 319]
band-text: All parties having instruments in their possession are requested to deliver them at once to Mr John Edgecombe, in order that the committee may take measures to liquidate all outstanding claims, and re-start the band if possible. [810, 1177, 911, 1235]
column-3 [298, 42, 447, 1528]
cdb-title: CAMBRIDGE DOMAIN BOARD. [459, 943, 546, 964]
notice-section: UNDER SECTION 38 OF "THE RATING ACT, 1882." [573, 952, 672, 971]
notice-date: Dated this 14th day of May, 1884. [700, 1953, 796, 1962]
hamilton-mart-title: HAMILTON AUCTION MART. [947, 63, 1084, 73]
hamilton-mart-date: SATURDAY, 19th JULY, at 2 p.m. [960, 75, 1071, 84]
kincaid-title: W. KINCAID'S [948, 628, 1083, 650]
rating-notice [564, 1978, 681, 2239]
notice-owner: J. WALKER [721, 1495, 760, 1504]
notice-owner: R. BAKER [605, 1233, 640, 1242]
rating-notice [681, 1716, 799, 1977]
domain-board-text: A GRAVITATION OFFER.—Mr R. H. Walker and Mr Hewitt offered 100 Pinus Insignis each for the use of the board, to be planted on the domain reserve. The offer was accepted with thanks. [5, 600, 144, 633]
cricketers-byline: [BY TELEGRAPH.—COPYRIGHT.] [REUTER'S TELEGRAMS.] [19, 285, 130, 304]
smith-caughey-title: SMITH & CAUGHEY [967, 397, 1064, 439]
smith-caughey-weeks: (FOR A FEW WEEKS ONLY), [967, 452, 1064, 462]
rupture-title: RUPTURES. [810, 1380, 912, 1392]
echoes-text: At the close of Sir George Grey's speech, most of the audience called for Messrs Tole, George, Adams, Dargaville and others, who stepped forward and made a few remarks. They all had a good word to say for their party. I was present and heard nothing remarkable, except perhaps that there was a very fair attendance, and that I heard no interruption, and that the hall was full from end to end. [303, 435, 441, 510]
notice-section: UNDER SECTION 38 OF "THE RATING ACT, 1882." [573, 1214, 672, 1233]
director-name: S. W. WESTNEY, Te Awamutu. [652, 147, 739, 155]
notice-body: WHEREAS, under the provisions of "The Rating Act, 1882," judgment was given upon the 31st day of August, 1883, in the Resident Magistrate's Court, sitting at Alexandra, for the sum of one pound four shillings and eightpence, being arrears of rates due by the owner of a lot in the Parish of Mangapiko. This is to give notice that the said property will be sold or leased by public auction, under the provisions of the said Act, after six months from the date of this notice, unless the amount of the said judgment, together with interest thereon at the rate of ten pounds per centum per annum from the date of the said judgment to the date of payment, and all costs and expenses incurred in recovering the same, and all other rates due on such property up to the date of payment, are paid prior to such sale. [567, 1241, 678, 1425]
ohaupo-sale-title: OHAUPO LIVE STOCK SALE. Tuesday Next, 22nd July. [810, 454, 911, 484]
isaacs-title: A. ISAACS, [969, 297, 1062, 317]
rating-notice-row [564, 1191, 799, 1453]
rating-notice-row [564, 1715, 799, 1977]
notices-header: Notices. [564, 44, 799, 59]
rating-notice-row [564, 1453, 799, 1715]
opera-hall: THE HAMILTON HALL [461, 1265, 544, 1288]
wright-estate-text: The undersigned has received instructions to offer on Monday, the 21st inst., THE BALANCE OF STOCK, remaining unsold on that date, together with the lease of the premises. Also, Cottage and Acre at Cambridge, subject to a mortgage. Full particulars can be obtained of the Auctioneer. Terms for Stock: Cash, or three months approved promissory note with discount added. [923, 152, 1108, 202]
notice-signature: R. C. HAMERTON, Public Trustee. [578, 1178, 678, 1187]
report-text: MR PURDIE, landscape gardener, employed by the Cambridge Domain Board to draw up specifications for the improvement of the lake Te Koutu reserve, has completed his work, and his report was laid before the meeting of the board on Tuesday morning last. He recommends that the entire reserve be fenced with a substantial post and rail fence, the posts to be painted white. That a branch should be cut along the lake side, following the water's edge. That the land from allotments of Dr. Whitaker and others be so planted as to afford a succession of flowering trees and shrubs through every month of the year. [5, 861, 144, 970]
